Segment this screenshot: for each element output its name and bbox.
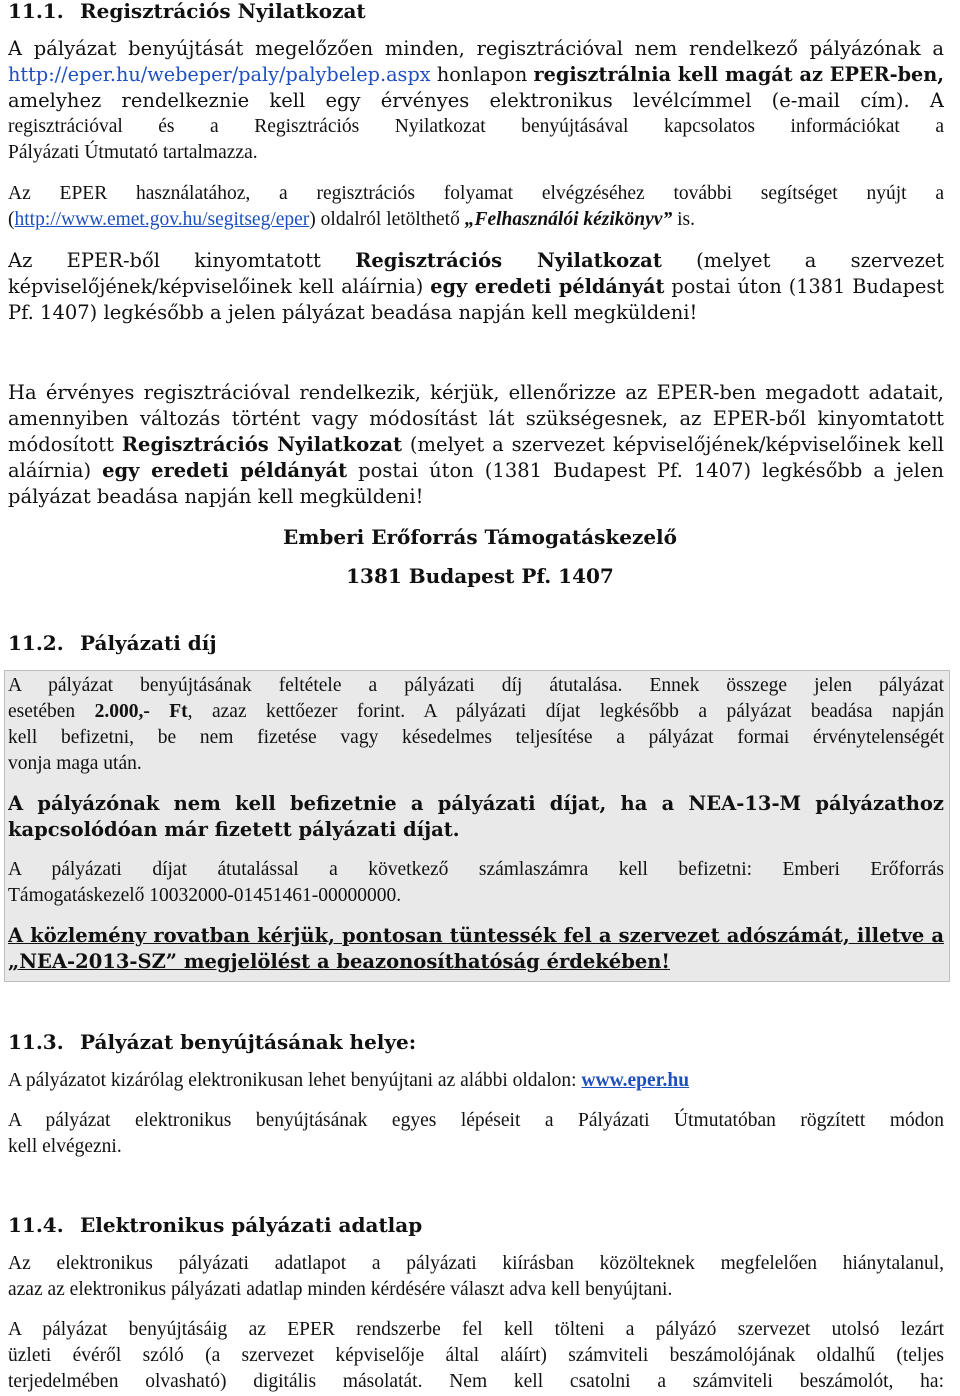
paragraph-line xyxy=(8,949,944,975)
paragraph-line xyxy=(8,1343,944,1369)
text: amennyiben változás történt vagy módosítást lát szükségesnek, az EPER-ből kinyomtatott xyxy=(8,407,944,430)
text: ) oldalról letölthető xyxy=(309,209,465,230)
text: Ha érvényes regisztrációval rendelkezik, kérjük, ellenőrizze az EPER-ben megadott adatait, xyxy=(8,381,944,404)
paragraph-line xyxy=(8,380,944,406)
paragraph-line xyxy=(8,62,944,88)
paragraph-line xyxy=(8,699,944,725)
bold-text: egy eredeti példányát xyxy=(430,275,665,298)
text: A pályázat benyújtásának feltétele a pályázati díj átutalása. xyxy=(8,675,623,696)
text: amelyhez rendelkeznie kell egy érvényes elektronikus levélcímmel (e-mail cím). xyxy=(8,89,910,112)
paragraph-line xyxy=(8,458,944,484)
text: aláírnia) xyxy=(8,459,103,482)
text: pályázat beadása napján kell megküldeni! xyxy=(8,485,424,508)
bold-text: Regisztrációs Nyilatkozat xyxy=(121,433,403,456)
paragraph-line xyxy=(8,207,944,233)
bold-text: regisztrálnia kell magát az EPER-ben, xyxy=(533,63,944,86)
text: A xyxy=(909,89,944,112)
paragraph-line xyxy=(8,673,944,699)
address-line-1: Emberi Erőforrás Támogatáskezelő xyxy=(283,525,677,549)
paragraph-line xyxy=(8,883,944,909)
eper-registration-link[interactable]: http://eper.hu/webeper/paly/palybelep.aspx xyxy=(8,63,431,86)
text: Ennek összege jelen pályázat xyxy=(622,675,944,696)
section-title: Elektronikus pályázati adatlap xyxy=(80,1213,423,1237)
text: vonja maga után. xyxy=(8,753,142,774)
text: regisztrációval és a Regisztrációs Nyilatkozat benyújtásával kapcsolatos információkat a xyxy=(8,116,944,137)
paragraph-line xyxy=(8,140,944,166)
address-line-2: 1381 Budapest Pf. 1407 xyxy=(346,564,614,588)
text: kell befizetni, be nem fizetése vagy késedelmes teljesítése a pályázat formai érvénytelenségét xyxy=(8,727,944,748)
text: üzleti évéről szóló (a szervezet képviselője által aláírt) számviteli beszámolójának oldalhű (teljes xyxy=(8,1345,944,1366)
paragraph-line xyxy=(8,1277,944,1303)
paragraph-line xyxy=(8,88,944,114)
manual-title: „Felhasználói kézikönyv” xyxy=(464,209,673,230)
text: honlapon xyxy=(430,63,534,86)
text: Pf. 1407) legkésőbb a jelen pályázat beadása napján kell megküldeni! xyxy=(8,301,698,324)
paragraph-line xyxy=(8,248,944,274)
section-title: Regisztrációs Nyilatkozat xyxy=(80,0,366,23)
text: , azaz kettőezer forint. xyxy=(187,701,406,722)
paragraph-line xyxy=(8,181,944,207)
section-heading-11-3 xyxy=(8,1029,944,1055)
text: (melyet a szervezet képviselőjének/képviselőinek kell xyxy=(402,433,944,456)
section-title: Pályázati díj xyxy=(80,631,217,655)
section-number: 11.2. xyxy=(8,631,64,655)
text: képviselőjének/képviselőinek kell aláírnia) xyxy=(8,275,431,298)
text: A pályázati díjat legkésőbb a pályázat beadása napján xyxy=(405,701,944,722)
paragraph-line xyxy=(8,1068,944,1094)
text: azaz az elektronikus pályázati adatlap minden kérdésére választ adva kell benyújtani. xyxy=(8,1279,673,1300)
text: postai úton (1381 Budapest xyxy=(664,275,944,298)
bold-text: kapcsolódóan már fizetett pályázati díjat. xyxy=(8,818,460,841)
paragraph-line xyxy=(8,923,944,949)
text: A pályázat benyújtásáig az EPER rendszerbe fel kell tölteni a pályázó szervezet utolsó lezárt xyxy=(8,1319,944,1340)
paragraph-line xyxy=(8,406,944,432)
paragraph-line xyxy=(8,1317,944,1343)
text: módosított xyxy=(8,433,122,456)
bold-text: A pályázónak nem kell befizetnie a pályázati díjat, ha a NEA-13-M pályázathoz xyxy=(8,792,944,815)
text: Pályázati Útmutató tartalmazza. xyxy=(8,142,258,163)
bold-text: egy eredeti példányát xyxy=(102,459,348,482)
paragraph-line xyxy=(8,274,944,300)
section-title: Pályázat benyújtásának helye: xyxy=(80,1030,417,1054)
text: A pályázati díjat átutalással a következő számlaszámra kell befizetni: Emberi Erőforrás xyxy=(8,859,944,880)
text: esetében xyxy=(8,701,95,722)
section-number: 11.4. xyxy=(8,1213,64,1237)
paragraph-line xyxy=(8,857,944,883)
text: postai úton (1381 Budapest Pf. 1407) legkésőbb a jelen xyxy=(347,459,944,482)
section-number: 11.1. xyxy=(8,0,64,23)
paragraph-line xyxy=(8,484,944,510)
paragraph-line xyxy=(8,300,944,326)
paragraph-line xyxy=(8,751,944,777)
text: kell elvégezni. xyxy=(8,1136,122,1157)
paragraph-line xyxy=(8,791,944,817)
paragraph-line xyxy=(8,1134,944,1160)
fee-amount: 2.000,- Ft xyxy=(94,701,188,722)
section-heading-11-4 xyxy=(8,1212,944,1238)
paragraph-line xyxy=(8,1251,944,1277)
text: A pályázatot kizárólag elektronikusan lehet benyújtani az alábbi oldalon: xyxy=(8,1070,582,1091)
paragraph-line xyxy=(8,1108,944,1134)
eper-site-link[interactable]: www.eper.hu xyxy=(581,1070,690,1091)
paragraph-line xyxy=(8,432,944,458)
text: A pályázat benyújtását megelőzően minden, regisztrációval nem rendelkező pályázónak a xyxy=(8,37,944,60)
text: Az EPER használatához, a regisztrációs folyamat elvégzéséhez további segítséget nyújt a xyxy=(8,183,944,204)
paragraph-line xyxy=(8,725,944,751)
eper-help-link[interactable]: http://www.emet.gov.hu/segitseg/eper xyxy=(14,209,310,230)
paragraph-line xyxy=(8,114,944,140)
bold-text: A közlemény rovatban kérjük, pontosan tüntessék fel a szervezet adószámát, illetve a xyxy=(8,924,944,947)
text: is. xyxy=(672,209,695,230)
text: (melyet a szervezet xyxy=(661,249,944,272)
paragraph-line xyxy=(8,1369,944,1395)
section-heading-11-2 xyxy=(8,630,944,656)
paragraph-line xyxy=(8,817,944,843)
text: ( xyxy=(8,209,15,230)
paragraph-line xyxy=(8,36,944,62)
bold-text: Regisztrációs Nyilatkozat xyxy=(355,249,662,272)
section-heading-11-1 xyxy=(8,0,944,24)
section-number: 11.3. xyxy=(8,1030,64,1054)
text: Az elektronikus pályázati adatlapot a pályázati kiírásban közölteknek megfelelően hiánytalanul, xyxy=(8,1253,944,1274)
account-number: Támogatáskezelő 10032000-01451461-00000000. xyxy=(8,885,402,906)
text: A pályázat elektronikus benyújtásának egyes lépéseit a Pályázati Útmutatóban rögzített módon xyxy=(8,1110,944,1131)
bold-text: „NEA-2013-SZ” megjelölést a beazonosíthatóság érdekében! xyxy=(8,950,670,973)
text: terjedelmében olvasható) digitális másolatát. Nem kell csatolni a számviteli beszámolót, ha: xyxy=(8,1371,944,1392)
text: Az EPER-ből kinyomtatott xyxy=(8,249,356,272)
